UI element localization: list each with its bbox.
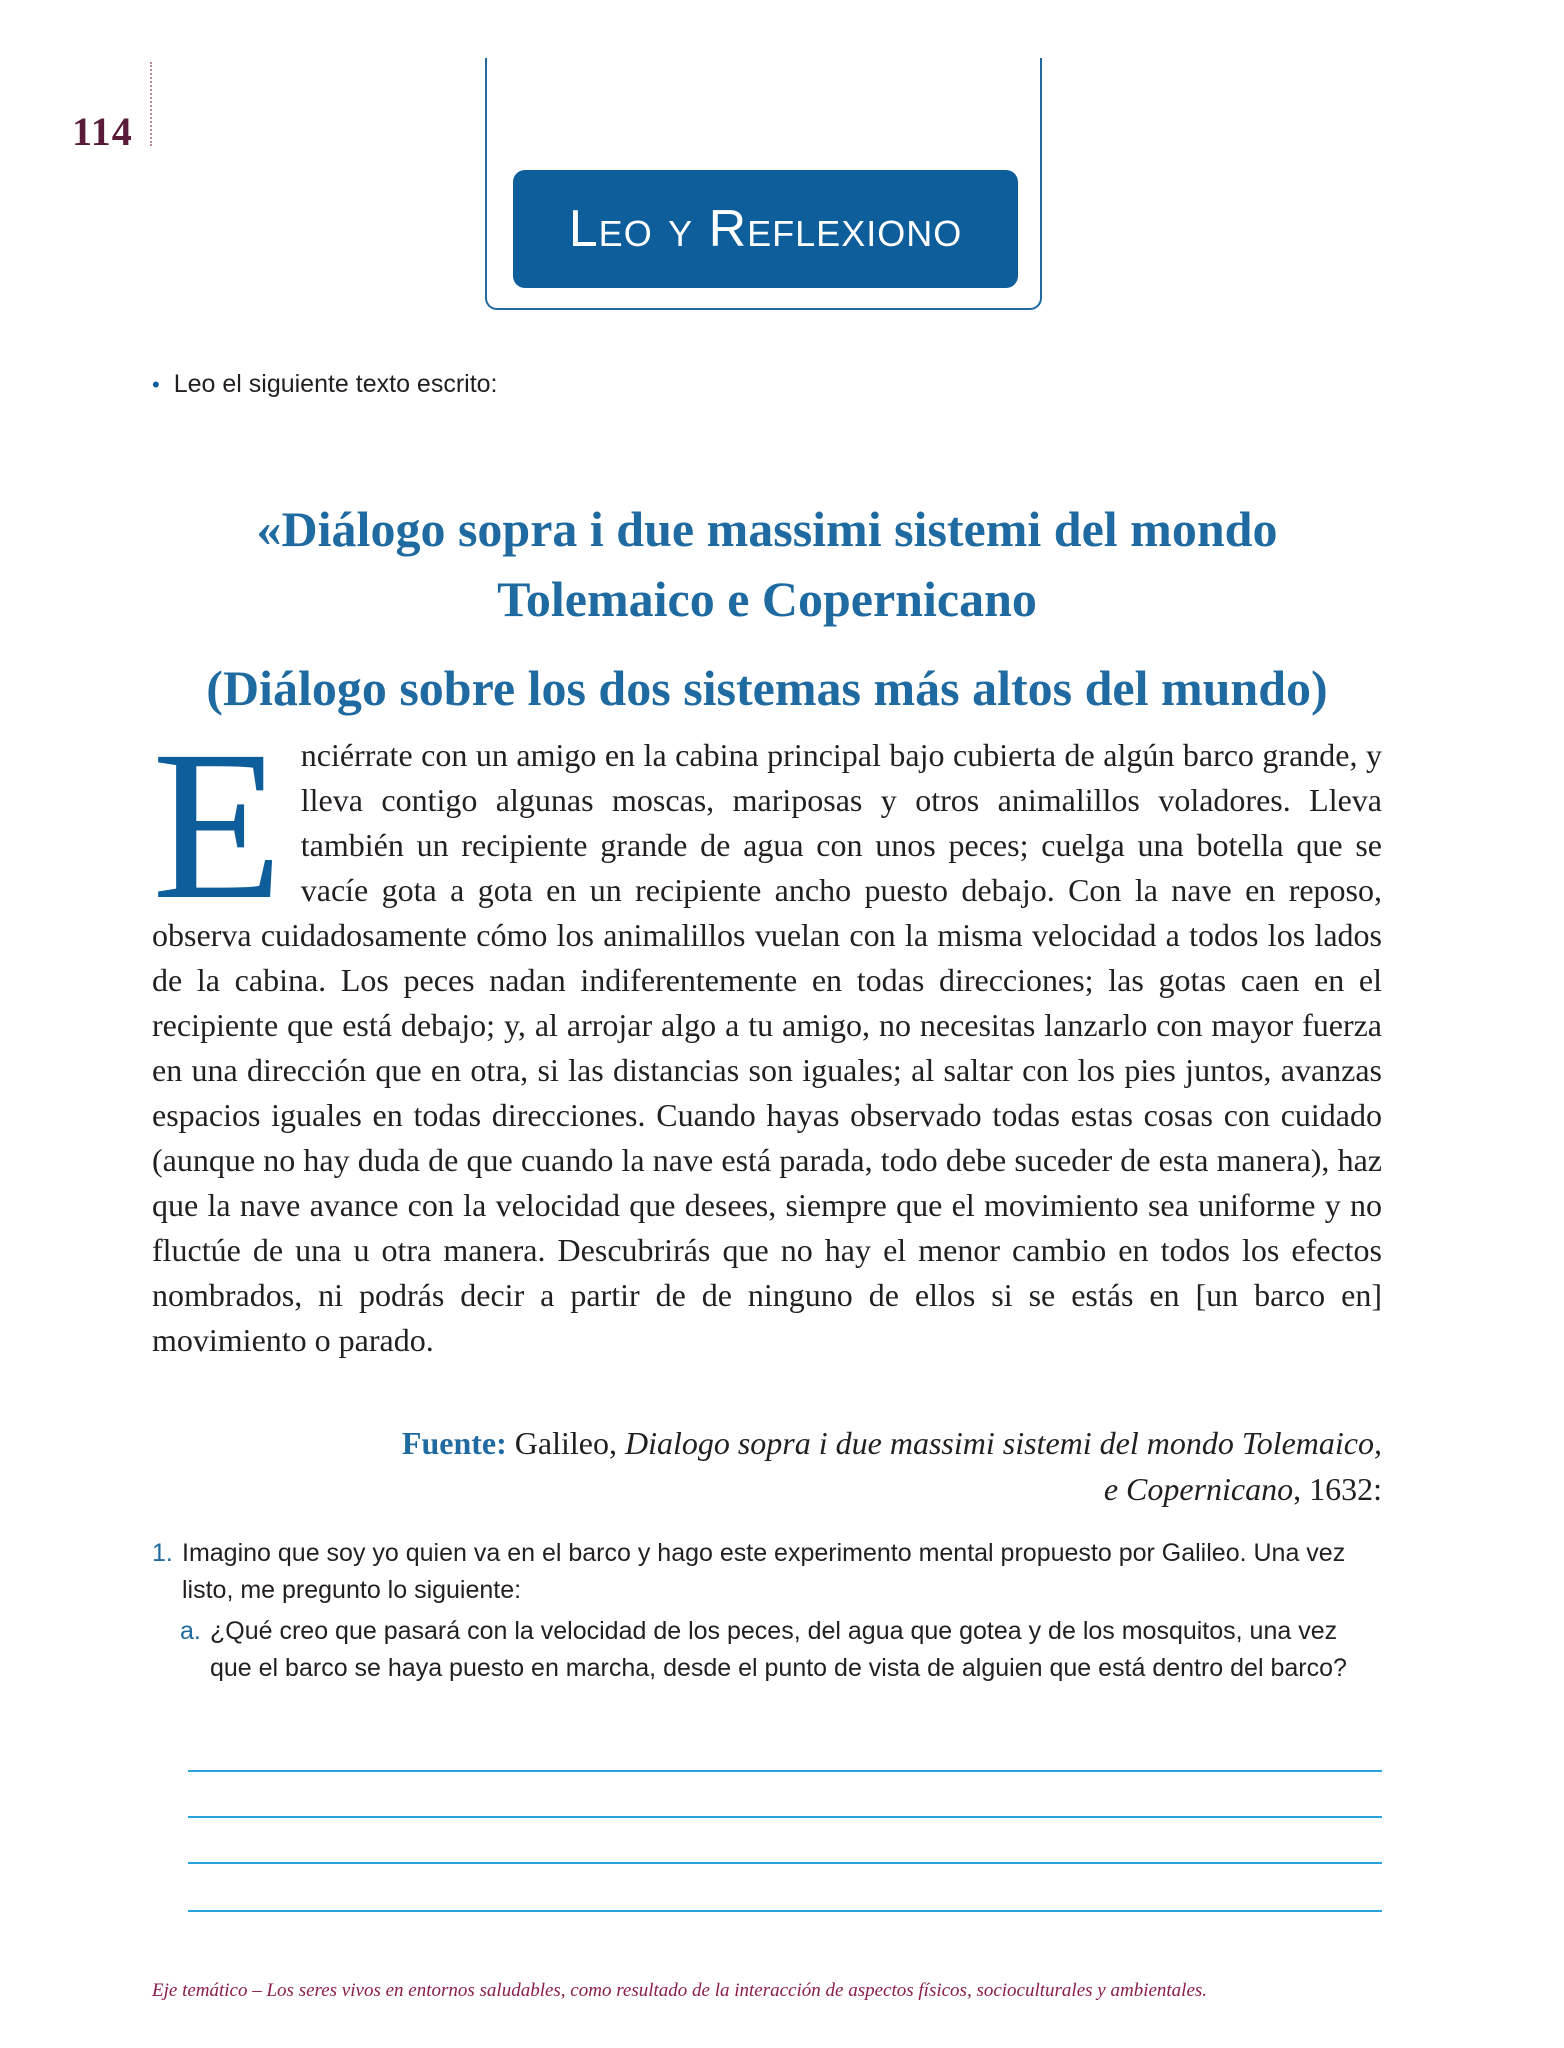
- page-number-divider: [150, 62, 152, 146]
- reading-body: [152, 707, 1382, 1363]
- answer-line[interactable]: [188, 1910, 1382, 1912]
- section-title: Leo y Reflexiono: [568, 200, 963, 258]
- answer-line[interactable]: [188, 1770, 1382, 1772]
- reading-title-line2: Tolemaico e Copernicano: [497, 571, 1037, 627]
- question-1-text: Imagino que soy yo quien va en el barco y hago este experimento mental propuesto por Galileo. Una vez listo, me pregunto lo siguiente:: [182, 1539, 1346, 1604]
- question-1a-letter: a.: [180, 1617, 201, 1645]
- question-1: [152, 1535, 1382, 1609]
- question-1a: [180, 1613, 1382, 1687]
- source-work-line2: e Copernicano: [1103, 1471, 1294, 1507]
- source-work-line1: Dialogo sopra i due massimi sistemi del mondo Tolemaico,: [624, 1425, 1382, 1461]
- instruction-text: Leo el siguiente texto escrito:: [173, 370, 498, 398]
- reading-title: [152, 494, 1382, 634]
- reading-subtitle: (Diálogo sobre los dos sistemas más altos del mundo): [206, 660, 1328, 716]
- source-year: , 1632:: [1293, 1471, 1382, 1507]
- footer-theme: Eje temático – Los seres vivos en entornos saludables, como resultado de la interacción de aspectos físicos, socioculturales y ambientales.: [152, 1980, 1208, 2001]
- source-author: Galileo,: [514, 1425, 617, 1461]
- question-1-number: 1.: [152, 1539, 173, 1567]
- bullet-icon: •: [152, 372, 160, 397]
- answer-line[interactable]: [188, 1816, 1382, 1818]
- question-1a-text: ¿Qué creo que pasará con la velocidad de los peces, del agua que gotea y de los mosquitos, una vez que el barco se haya puesto en marcha, desde el punto de vista de alguien que está dentro del barco?: [210, 1617, 1347, 1682]
- source-citation: [152, 1420, 1382, 1512]
- answer-line[interactable]: [188, 1862, 1382, 1864]
- reading-title-line1: «Diálogo sopra i due massimi sistemi del mondo: [256, 501, 1278, 557]
- page-number: 114: [72, 109, 133, 154]
- instruction: [152, 370, 498, 399]
- drop-cap: E: [152, 707, 283, 944]
- reading-body-text: nciérrate con un amigo en la cabina principal bajo cubierta de algún barco grande, y lleva contigo algunas moscas, mariposas y otros animalillos voladores. Lleva también un recipiente grande de agua con unos peces; cuelga una botella que se vacíe gota a gota en un recipiente ancho puesto debajo. Con la nave en reposo, observa cuidadosamente cómo los animalillos vuelan con la misma velocidad a todos los lados de la cabina. Los peces nadan indiferentemente en todas direcciones; las gotas caen en el recipiente que está debajo; y, al arrojar algo a tu amigo, no necesitas lanzarlo con mayor fuerza en una dirección que en otra, si las distancias son iguales; al saltar con los pies juntos, avanzas espacios iguales en todas direcciones. Cuando hayas observado todas estas cosas con cuidado (aunque no hay duda de que cuando la nave está parada, todo debe suceder de esta manera), haz que la nave avance con la velocidad que desees, siempre que el movimiento sea uniforme y no fluctúe de una u otra manera. Descubrirás que no hay el menor cambio en todos los efectos nombrados, ni podrás decir a partir de de ninguno de ellos si se estás en [un barco en] movimiento o parado.: [152, 737, 1382, 1358]
- section-header-badge: [513, 170, 1018, 288]
- source-label: Fuente:: [401, 1425, 507, 1461]
